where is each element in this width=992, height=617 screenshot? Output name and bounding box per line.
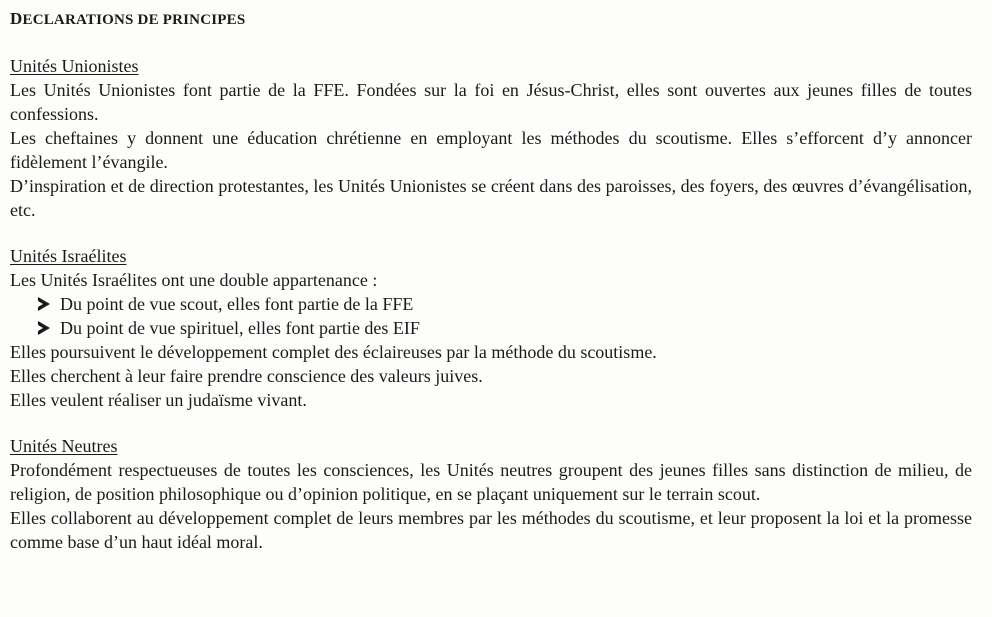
bullet-item xyxy=(38,292,972,316)
paragraph: Profondément respectueuses de toutes les consciences, les Unités neutres groupent des jeunes filles sans distinction de milieu, de religion, de position philosophique ou d’opinion politique, en se plaçant uniquement sur le terrain scout. xyxy=(10,460,972,504)
section-heading: Unités Israélites xyxy=(10,246,127,266)
bullet-text: Du point de vue spirituel, elles font partie des EIF xyxy=(60,318,420,338)
section-unites-israelites xyxy=(10,244,972,412)
section-unites-unionistes xyxy=(10,54,972,222)
bullet-list xyxy=(10,292,972,340)
arrow-bullet-icon xyxy=(38,297,50,311)
paragraph: Elles poursuivent le développement complet des éclaireuses par la méthode du scoutisme. xyxy=(10,342,657,362)
document-title xyxy=(10,6,972,32)
section-heading: Unités Neutres xyxy=(10,436,118,456)
paragraph-intro: Les Unités Israélites ont une double appartenance : xyxy=(10,270,378,290)
paragraph: D’inspiration et de direction protestantes, les Unités Unionistes se créent dans des paroisses, des foyers, des œuvres d’évangélisation, etc. xyxy=(10,176,972,220)
paragraph: Les cheftaines y donnent une éducation chrétienne en employant les méthodes du scoutisme. Elles s’efforcent d’y annoncer fidèlement l’évangile. xyxy=(10,128,972,172)
bullet-item xyxy=(38,316,972,340)
section-unites-neutres xyxy=(10,434,972,554)
document-page xyxy=(10,6,972,554)
document-title-initial: D xyxy=(10,9,23,28)
bullet-text: Du point de vue scout, elles font partie de la FFE xyxy=(60,294,414,314)
paragraph: Elles cherchent à leur faire prendre conscience des valeurs juives. xyxy=(10,366,483,386)
paragraph: Les Unités Unionistes font partie de la FFE. Fondées sur la foi en Jésus-Christ, elles sont ouvertes aux jeunes filles de toutes confessions. xyxy=(10,80,972,124)
paragraph: Elles veulent réaliser un judaïsme vivant. xyxy=(10,390,307,410)
section-heading: Unités Unionistes xyxy=(10,56,139,76)
paragraph: Elles collaborent au développement complet de leurs membres par les méthodes du scoutisme, et leur proposent la loi et la promesse comme base d’un haut idéal moral. xyxy=(10,508,972,552)
document-title-rest: ECLARATIONS DE PRINCIPES xyxy=(22,12,246,28)
arrow-bullet-icon xyxy=(38,321,50,335)
